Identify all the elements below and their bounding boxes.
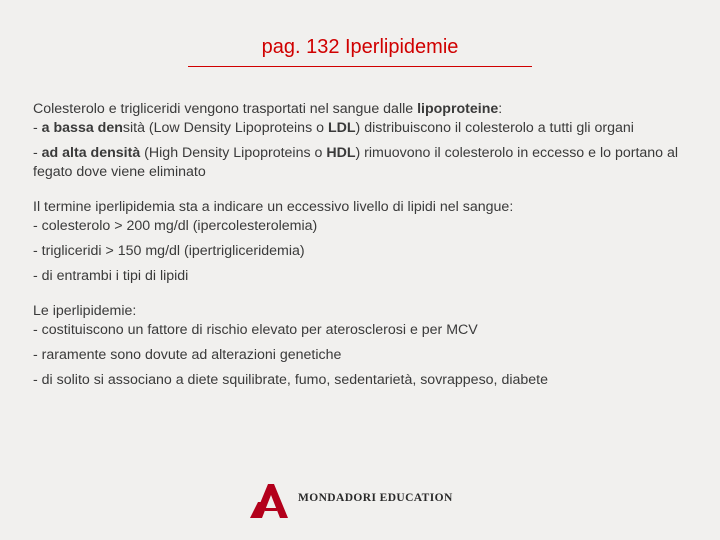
text-span: Le iperlipidemie: — [33, 303, 137, 319]
text-span: - — [33, 145, 42, 161]
list-item: - di solito si associano a diete squilibrate, fumo, sedentarietà, sovrappeso, diabete — [33, 372, 548, 388]
list-item: - colesterolo > 200 mg/dl (ipercolesterolemia) — [33, 218, 318, 234]
page-title: pag. 132 Iperlipidemie — [261, 36, 459, 58]
title-underline — [188, 66, 532, 67]
mondadori-a-logo-icon — [250, 480, 294, 520]
text-span: (High Density Lipoproteins o — [140, 145, 327, 161]
text-span: : — [498, 101, 503, 117]
ldl-term: a bassa den — [41, 120, 123, 136]
list-item: - raramente sono dovute ad alterazioni genetiche — [33, 347, 342, 363]
hdl-paragraph — [33, 144, 693, 182]
slide-content — [33, 100, 693, 390]
list-item: - di entrambi i tipi di lipidi — [33, 268, 189, 284]
lipoprotein-intro — [33, 100, 693, 138]
text-span: Il termine iperlipidemia sta a indicare un eccessivo livello di lipidi nel sangue: — [33, 199, 514, 215]
iperlipidemia-intro — [33, 198, 693, 236]
hdl-abbr: HDL — [326, 145, 356, 161]
text-span: sità (Low Density Lipoproteins o — [122, 120, 328, 136]
list-item: - costituiscono un fattore di rischio elevato per aterosclerosi e per MCV — [33, 322, 478, 338]
lipoproteine-term: lipoproteine — [417, 101, 499, 117]
publisher-logo — [250, 480, 480, 520]
text-span: - — [33, 120, 42, 136]
text-span: ) rimuovono il colesterolo in eccesso e lo portano al fegato dove viene eliminato — [33, 145, 679, 180]
ldl-abbr: LDL — [327, 120, 356, 136]
iperlipidemie-intro — [33, 302, 693, 340]
publisher-name: MONDADORI EDUCATION — [298, 492, 453, 504]
list-item: - trigliceridi > 150 mg/dl (ipertrigliceridemia) — [33, 243, 305, 259]
hdl-term: ad alta densità — [41, 145, 141, 161]
text-span: ) distribuiscono il colesterolo a tutti gli organi — [355, 120, 634, 136]
text-span: Colesterolo e trigliceridi vengono trasportati nel sangue dalle — [33, 101, 418, 117]
